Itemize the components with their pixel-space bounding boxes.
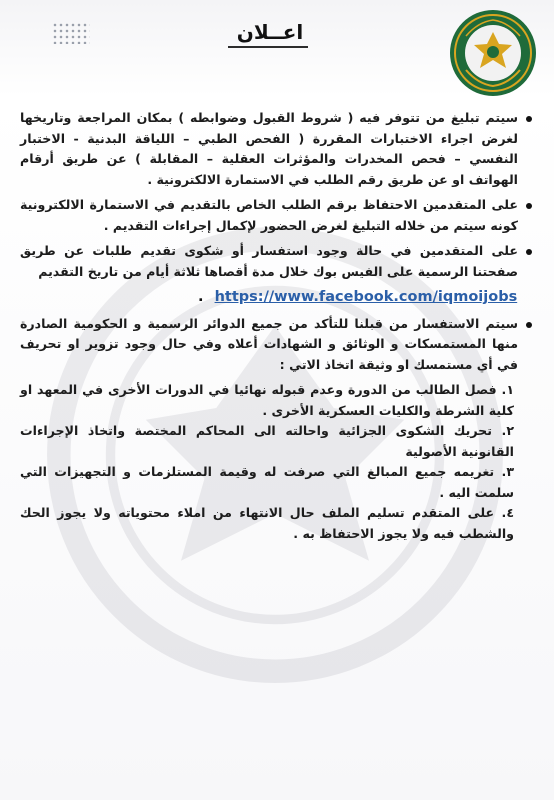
paragraph-keep-request-number: على المتقدمين الاحتفاظ برقم الطلب الخاص بالتقديم في الاستمارة الالكترونية كونه سيتم من خلاله التبليغ لغرض الحضور لإكمال إجراءات التقديم . bbox=[20, 197, 518, 233]
paragraph-verification: سيتم الاستفسار من قبلنا للتأكد من جميع الدوائر الرسمية و الحكومية الصادرة منها المستمسكات و الوثائق و الشهادات أعلاه وفي حال وجود تزوير او تحريف في أي مستمسك او وثيقة اتخاذ الاتي : bbox=[20, 315, 518, 372]
ministry-emblem-logo bbox=[448, 8, 538, 98]
bullet-icon bbox=[526, 249, 532, 255]
bullet-icon bbox=[526, 116, 532, 122]
sub-item-fine: ٣. تغريمه جميع المبالغ التي صرفت له وقيمة المستلزمات و التجهيزات التي سلمت اليه . bbox=[20, 464, 514, 500]
paragraph-notification: سيتم تبليغ من تتوفر فيه ( شروط القبول وضوابطه ) بمكان المراجعة وتاريخها لغرض اجراء الاختبارات المقررة ( الفحص الطبي – اللياقة البدنية - الاختبار النفسي – فحص المخدرات والمؤثرات العقلية – المقابلة ) عن طريق أرقام الهواتف او عن طريق رقم الطلب في الاستمارة الالكترونية . bbox=[20, 110, 518, 187]
header bbox=[0, 0, 554, 98]
bullet-icon bbox=[526, 322, 532, 328]
title-container bbox=[190, 14, 350, 50]
list-item bbox=[20, 108, 518, 190]
announcement-body bbox=[20, 108, 518, 544]
list-item bbox=[20, 195, 518, 236]
list-item bbox=[20, 241, 518, 282]
facebook-page-link[interactable]: https://www.facebook.com/iqmoijobs bbox=[214, 289, 518, 305]
link-trailing-dot: . bbox=[198, 289, 204, 305]
page-title: اعــلان bbox=[236, 20, 304, 44]
sub-item-prosecution: ٢. تحريك الشكوى الجزائية واحالته الى المحاكم المختصة واتخاذ الإجراءات القانونية الأصولية bbox=[20, 423, 514, 459]
facebook-link-line bbox=[20, 287, 518, 308]
list-item bbox=[20, 314, 518, 376]
sub-item-file-submission: ٤. على المتقدم تسليم الملف حال الانتهاء من املاء محتوياته ولا يجوز الحك والشطب فيه ولا يجوز الاحتفاظ به . bbox=[20, 505, 514, 541]
bullet-icon bbox=[526, 203, 532, 209]
paragraph-inquiries: على المتقدمين في حالة وجود استفسار أو شكوى تقديم طلبات عن طريق صفحتنا الرسمية على الفيس بوك خلال مدة أقصاها ثلاثة أيام من تاريخ التقديم bbox=[20, 243, 518, 279]
dot-grid-decoration bbox=[52, 22, 90, 44]
title-underline bbox=[228, 46, 308, 48]
sub-item-dismissal: ١. فصل الطالب من الدورة وعدم قبوله نهائيا في الدورات الأخرى في المعهد او كلية الشرطة والكليات العسكرية الأخرى . bbox=[20, 382, 514, 418]
